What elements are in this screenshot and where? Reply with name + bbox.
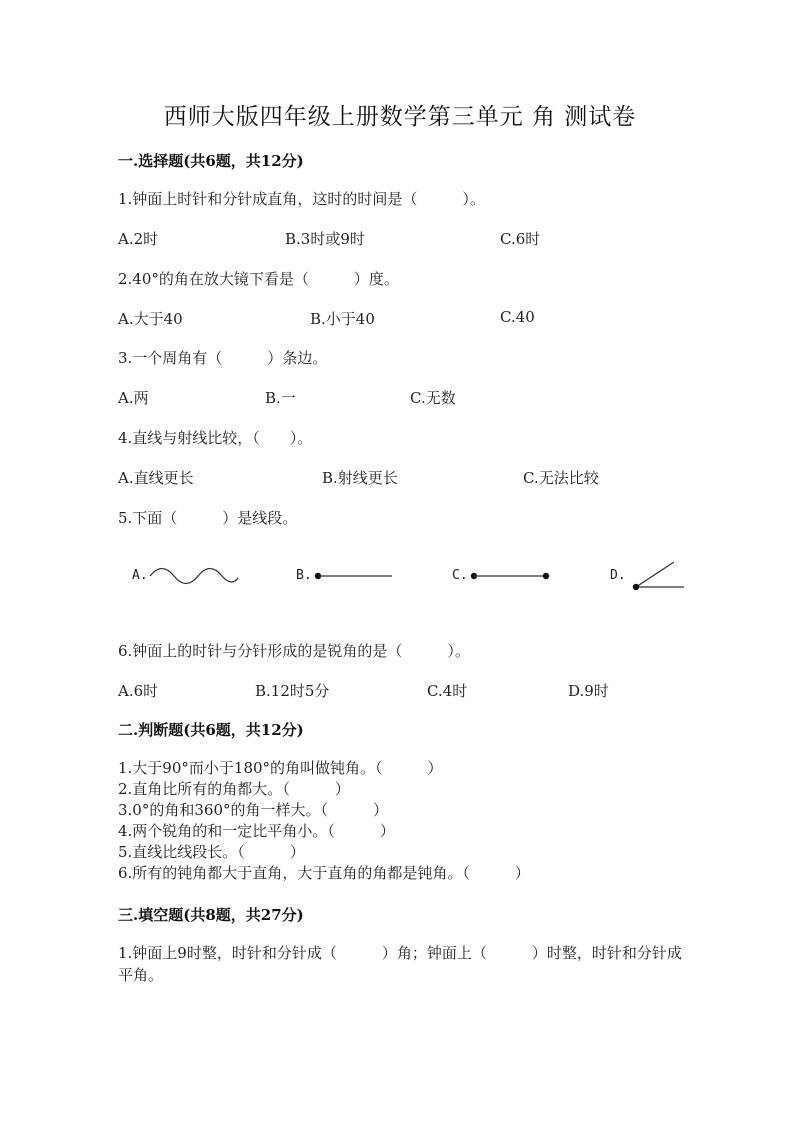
option-b[interactable]: B.一: [265, 389, 296, 407]
question-stem: 5.下面（ ）是线段。: [118, 509, 298, 527]
option-a[interactable]: A.两: [118, 389, 149, 407]
option-c[interactable]: C.6时: [500, 230, 541, 248]
judge-item: 3.0°的角和360°的角一样大。（ ）: [118, 801, 388, 819]
fill-item: 1.钟面上9时整，时针和分针成（ ）角；钟面上（ ）时整，时针和分针成平角。: [118, 944, 682, 984]
section-heading-fill: 三.填空题(共8题，共27分): [118, 906, 304, 924]
option-b[interactable]: B.3时或9时: [285, 230, 365, 248]
ray-figure: [312, 570, 394, 582]
option-c[interactable]: C.无法比较: [523, 469, 599, 487]
figure-label-a[interactable]: A.: [132, 568, 148, 583]
segment-figure: [468, 570, 552, 582]
section-heading-choice: 一.选择题(共6题，共12分): [118, 152, 304, 170]
question-stem: 6.钟面上的时针与分针形成的是锐角的是（ ）。: [118, 642, 470, 660]
question-stem: 3.一个周角有（ ）条边。: [118, 349, 328, 367]
judge-item: 5.直线比线段长。（ ）: [118, 843, 305, 861]
option-c[interactable]: C.40: [500, 308, 535, 326]
page-title: 西师大版四年级上册数学第三单元 角 测试卷: [163, 104, 637, 130]
option-c[interactable]: C.4时: [427, 682, 468, 700]
option-a[interactable]: A.2时: [118, 230, 159, 248]
question-stem: 4.直线与射线比较，（ ）。: [118, 429, 313, 447]
judge-item: 4.两个锐角的和一定比平角小。（ ）: [118, 822, 395, 840]
option-b[interactable]: B.小于40: [310, 310, 375, 328]
figure-label-d[interactable]: D.: [610, 568, 626, 583]
option-b[interactable]: B.射线更长: [322, 469, 398, 487]
option-a[interactable]: A.直线更长: [118, 469, 194, 487]
judge-item: 1.大于90°而小于180°的角叫做钝角。（ ）: [118, 759, 443, 777]
option-a[interactable]: A.大于40: [118, 310, 183, 328]
question-stem: 2.40°的角在放大镜下看是（ ）度。: [118, 270, 399, 288]
section-heading-judge: 二.判断题(共6题，共12分): [118, 721, 304, 739]
angle-figure: [628, 560, 686, 594]
option-c[interactable]: C.无数: [410, 389, 456, 407]
question-stem: 1.钟面上时针和分针成直角，这时的时间是（ ）。: [118, 190, 485, 208]
option-a[interactable]: A.6时: [118, 682, 159, 700]
option-b[interactable]: B.12时5分: [255, 682, 330, 700]
judge-item: 2.直角比所有的角都大。（ ）: [118, 780, 350, 798]
figure-label-c[interactable]: C.: [452, 568, 468, 583]
figure-label-b[interactable]: B.: [296, 568, 312, 583]
wavy-line-figure: [148, 566, 240, 586]
option-d[interactable]: D.9时: [568, 682, 609, 700]
judge-item: 6.所有的钝角都大于直角，大于直角的角都是钝角。（ ）: [118, 864, 530, 882]
